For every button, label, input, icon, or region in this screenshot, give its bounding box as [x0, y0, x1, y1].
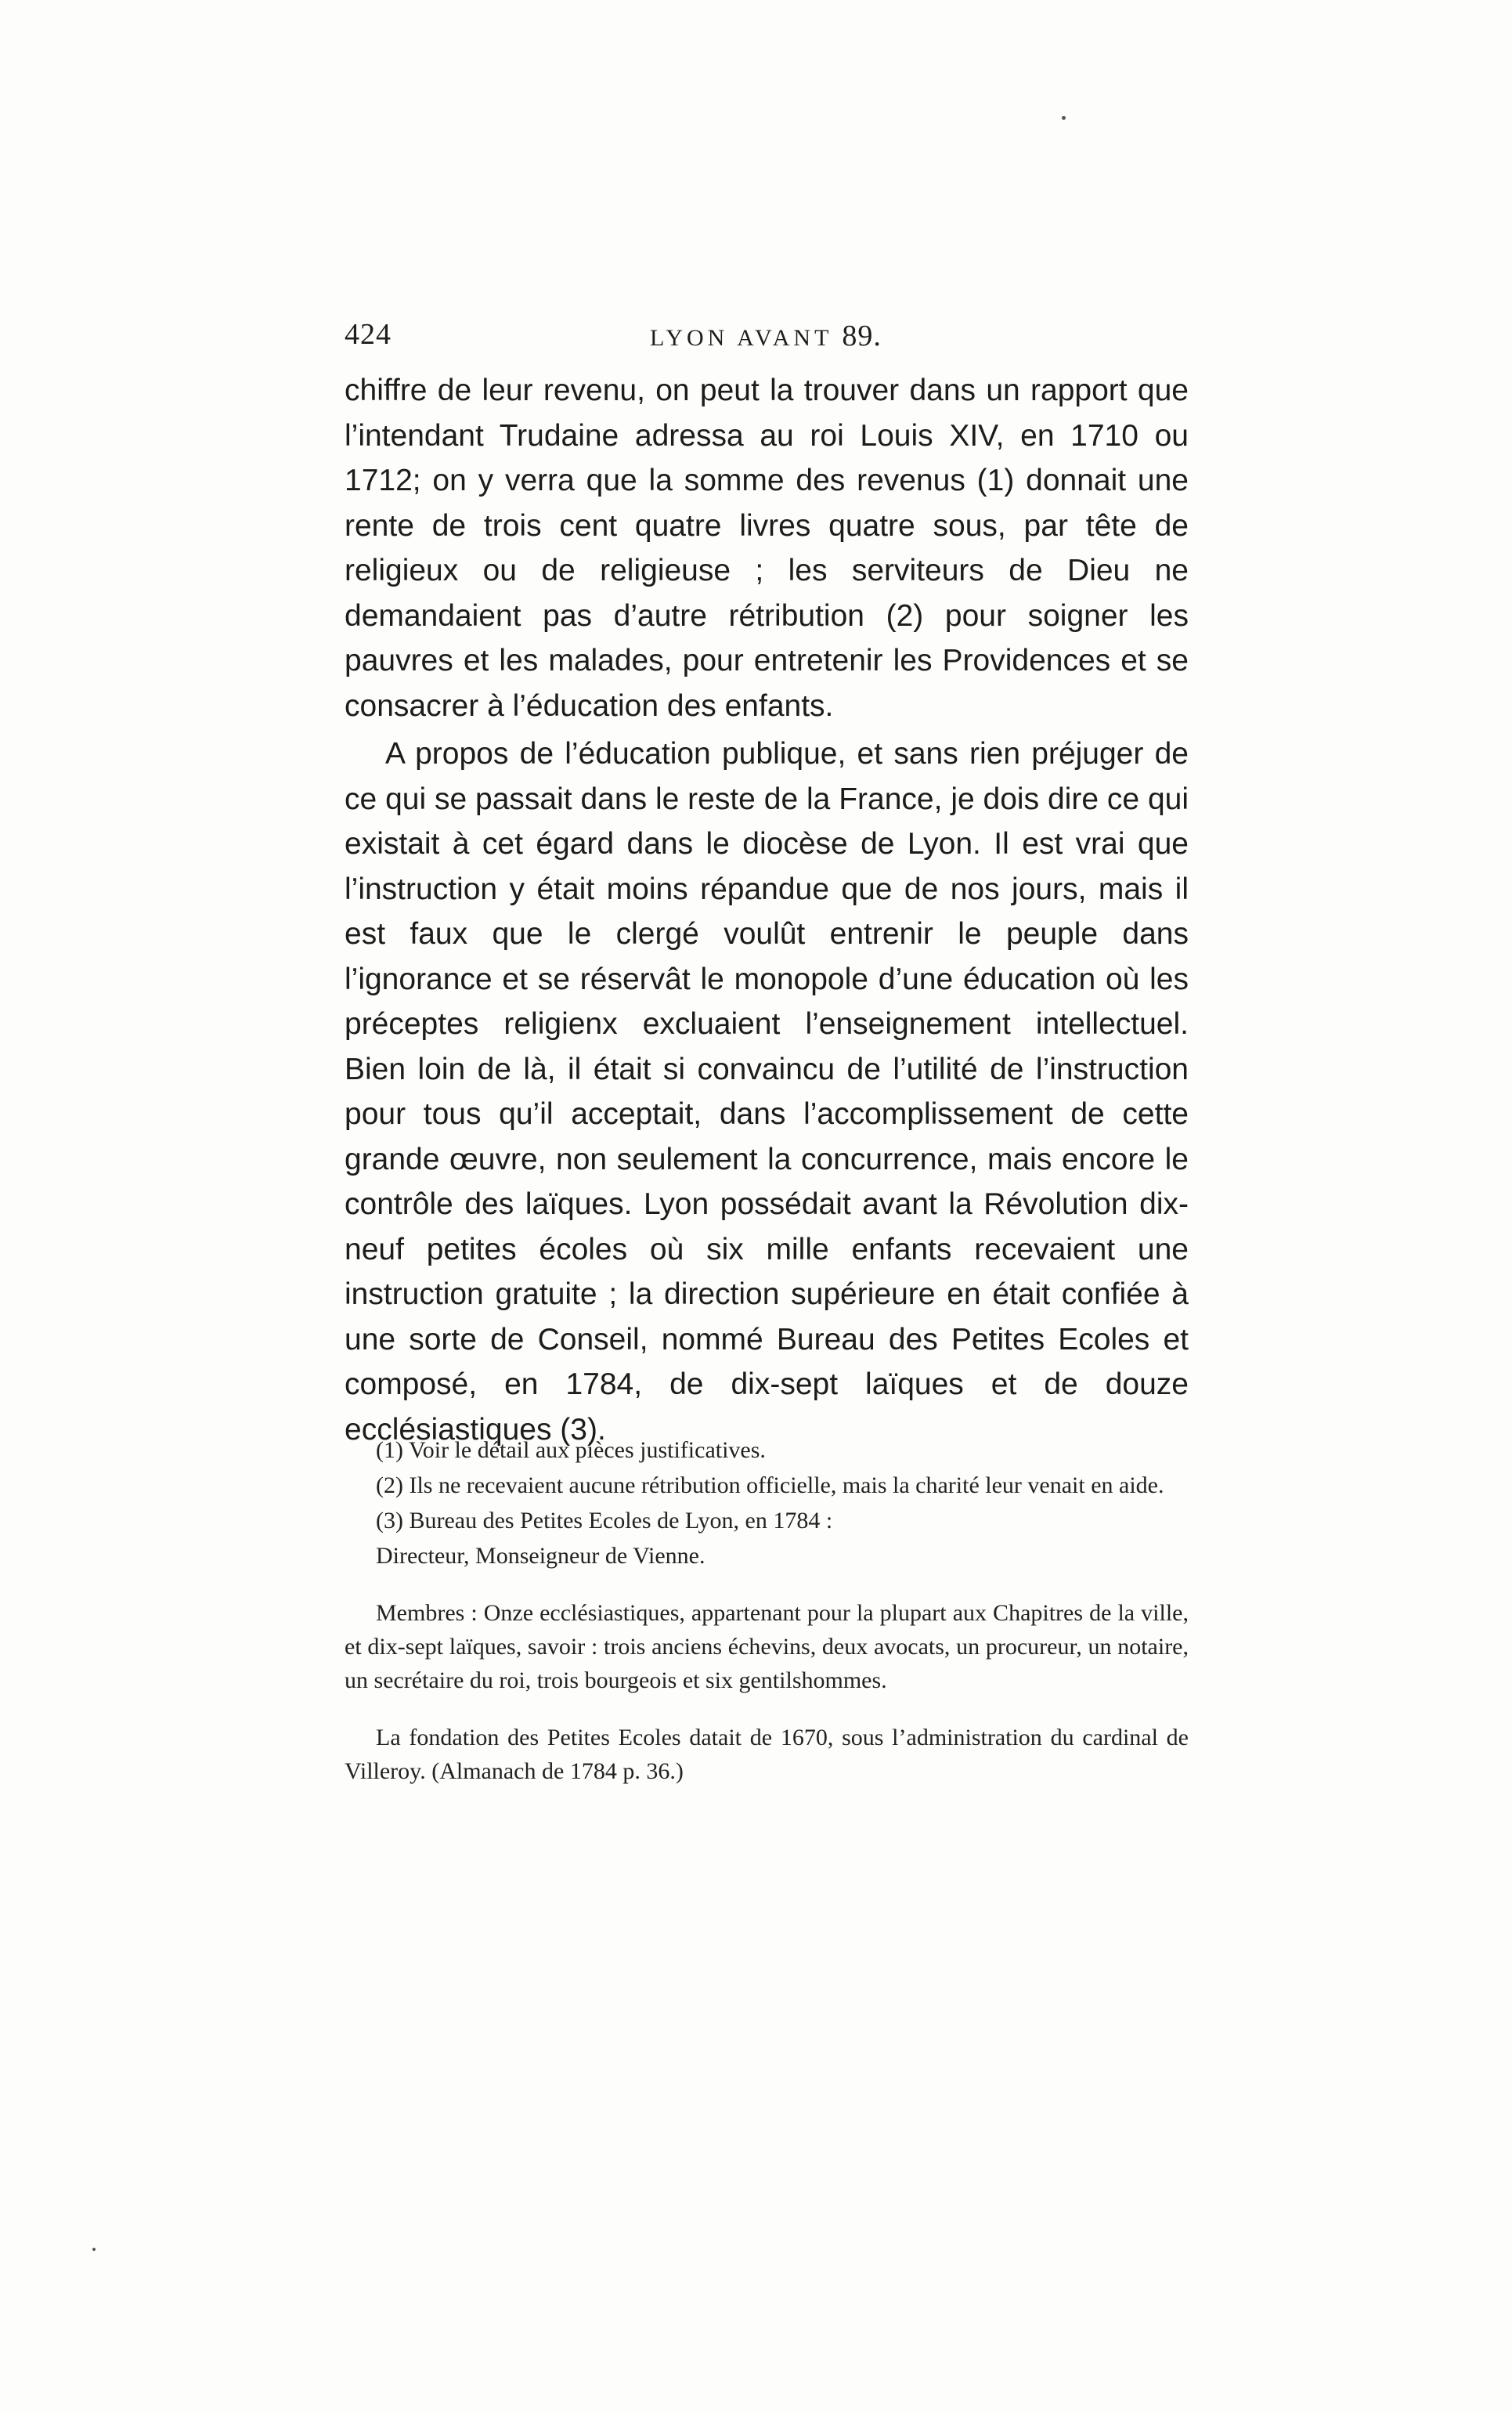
running-title-number: 89. [842, 320, 882, 352]
scan-speck [92, 2248, 96, 2251]
main-text [345, 368, 1189, 1452]
paragraph: chiffre de leur revenu, on peut la trouver dans un rapport que l’intendant Trudaine adressa au roi Louis XIV, en 1710 ou 1712; on y verra que la somme des revenus (1) donnait une rente de trois cent quatre livres quatre sous, par tête de religieux ou de religieuse ; les serviteurs de Dieu ne demandaient pas d’autre rétribution (2) pour soigner les pauvres et les malades, pour entretenir les Providences et se consacrer à l’éducation des enfants. [345, 374, 1189, 723]
running-header [345, 317, 1190, 356]
footnote-1: (1) Voir le détail aux pièces justificatives. [376, 1437, 766, 1463]
paragraph: A propos de l’éducation publique, et sans rien préjuger de ce qui se passait dans le reste de la France, je dois dire ce qui existait à cet égard dans le diocèse de Lyon. Il est vrai que l’instruction y était moins répandue que de nos jours, mais il est faux que le clergé voulût entrenir le peuple dans l’ignorance et se réservât le monopole d’une éducation où les préceptes religienx excluaient l’enseignement intellectuel. Bien loin de là, il était si convaincu de l’utilité de l’instruction pour tous qu’il acceptait, dans l’accomplissement de cette grande œuvre, non seulement la concurrence, mais encore le contrôle des laïques. Lyon possédait avant la Révolution dix-neuf petites écoles où six mille enfants recevaient une instruction gratuite ; la direction supérieure en était confiée à une sorte de Conseil, nommé Bureau des Petites Ecoles et composé, en 1784, de dix-sept laïques et de douze ecclésiastiques (3). [345, 737, 1189, 1447]
footnote-3-foundation: La fondation des Petites Ecoles datait de 1670, sous l’administration du cardinal de Villeroy. (Almanach de 1784 p. 36.) [345, 1725, 1189, 1784]
footnote-3-director: Directeur, Monseigneur de Vienne. [376, 1543, 705, 1569]
page-number: 424 [345, 318, 392, 351]
running-title [650, 319, 882, 353]
footnotes [345, 1433, 1189, 1790]
footnote-3-title: (3) Bureau des Petites Ecoles de Lyon, en 1784 : [376, 1508, 833, 1533]
running-title-text: LYON AVANT [650, 325, 832, 351]
footnote-3-members: Membres : Onze ecclésiastiques, appartenant pour la plupart aux Chapitres de la ville, et dix-sept laïques, savoir : trois anciens échevins, deux avocats, un procureur, un notaire, un secrétaire du roi, trois bourgeois et six gentilshommes. [345, 1600, 1189, 1693]
scan-speck [1062, 116, 1066, 120]
footnote-2: (2) Ils ne recevaient aucune rétribution officielle, mais la charité leur venait en aide. [376, 1472, 1164, 1498]
